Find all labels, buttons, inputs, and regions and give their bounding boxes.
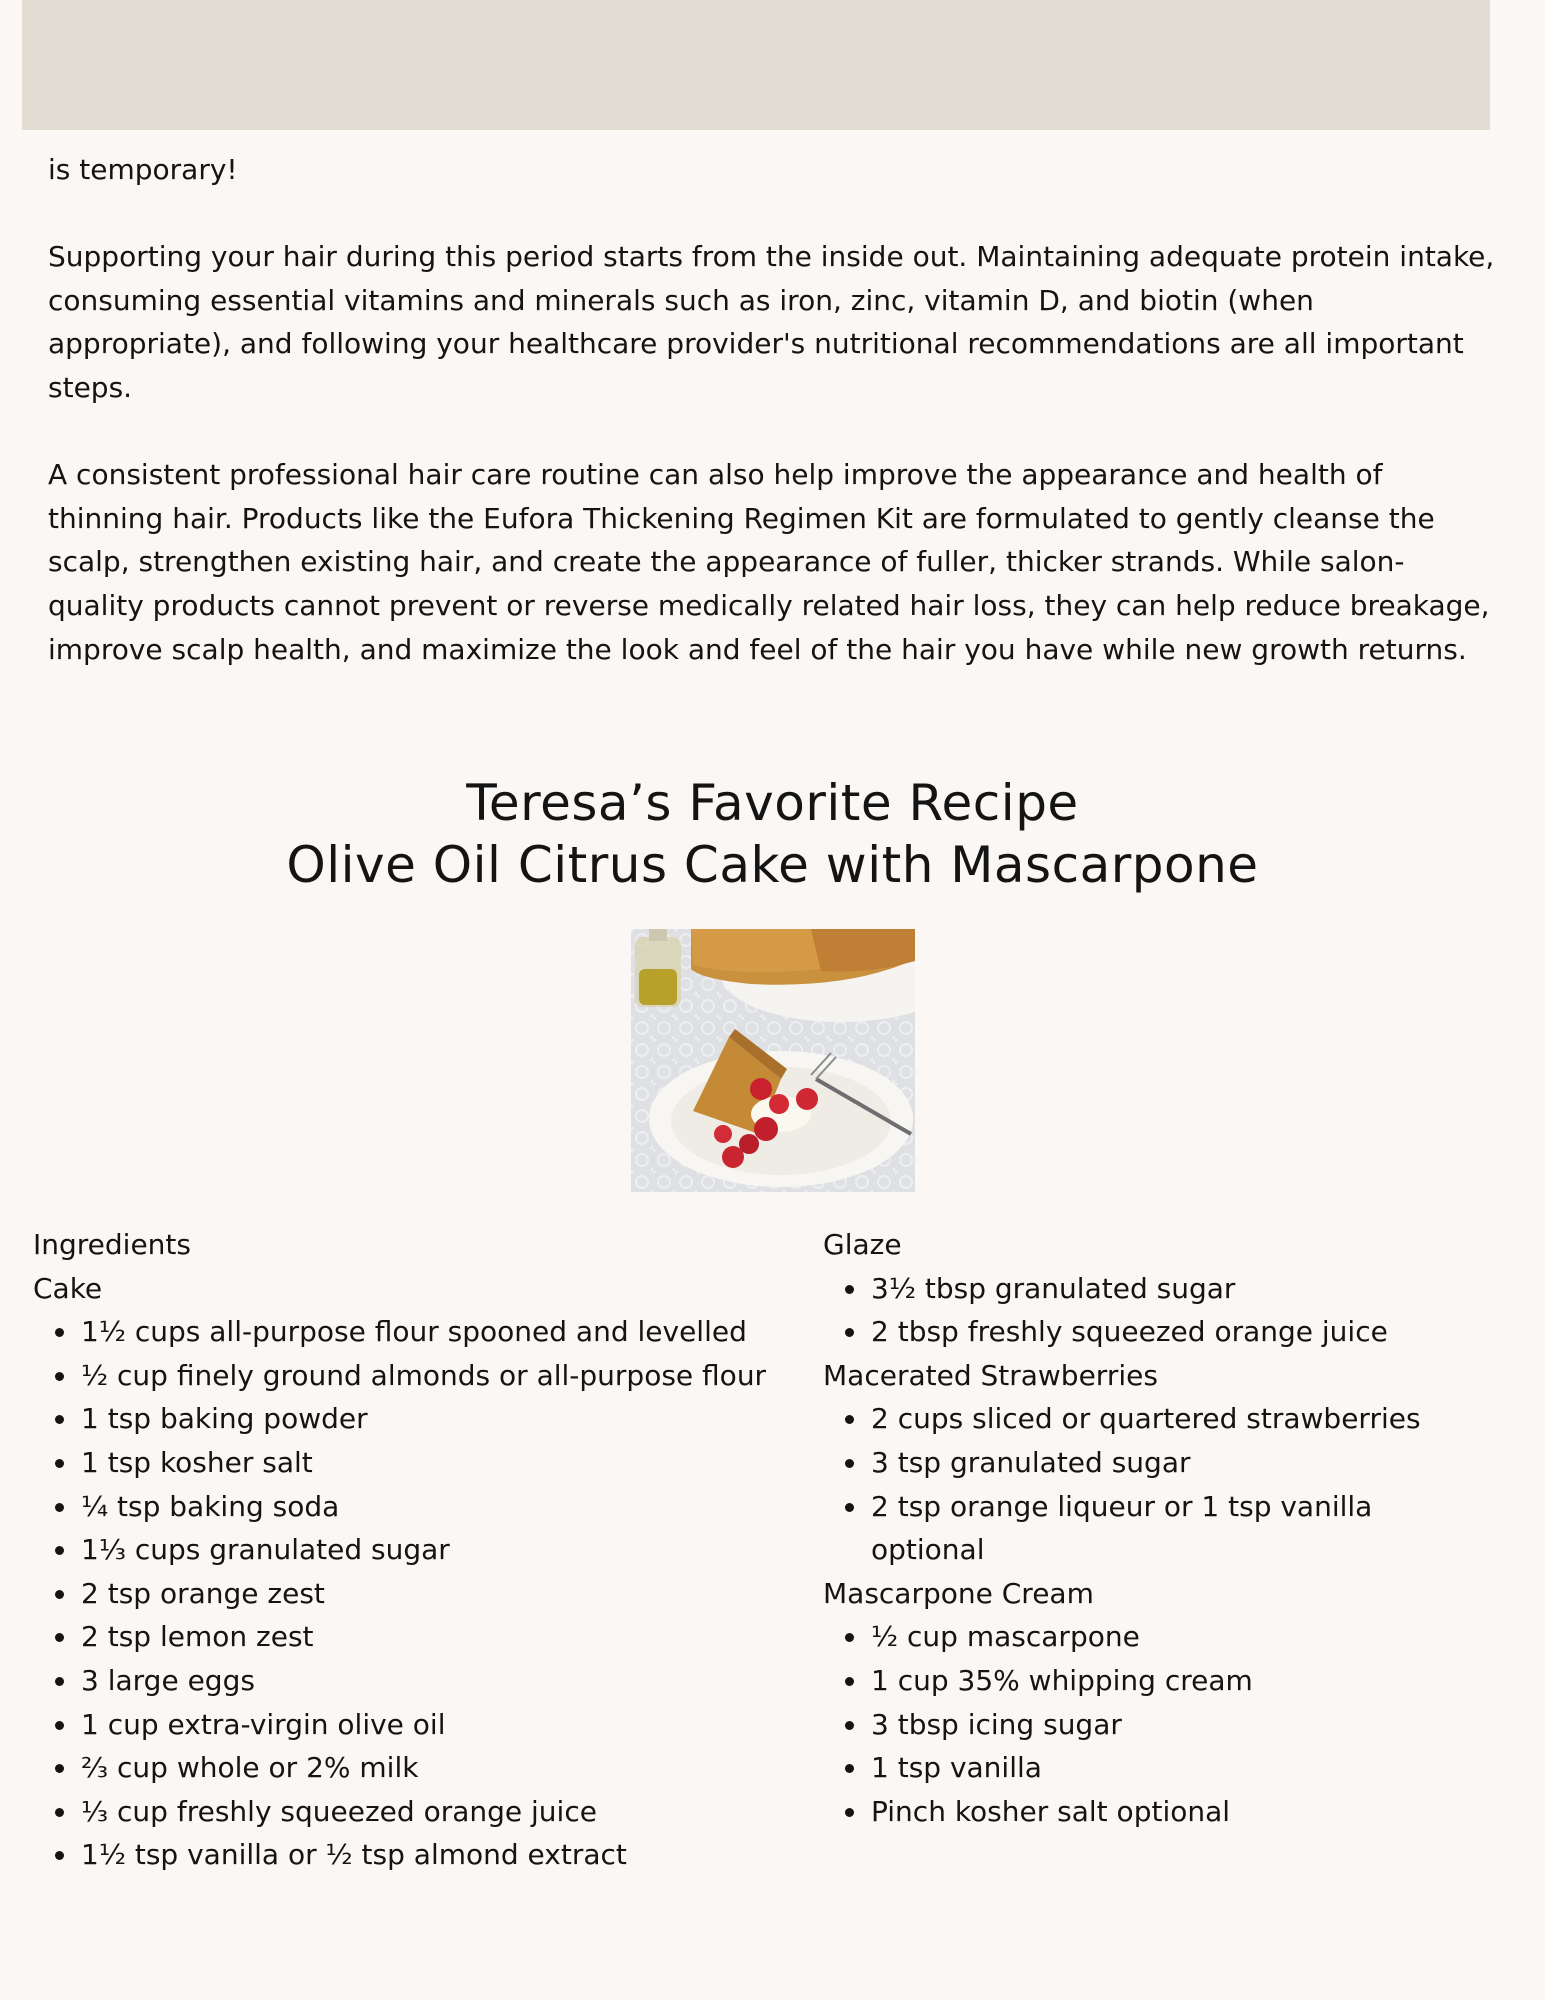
list-item: 3½ tbsp granulated sugar bbox=[871, 1267, 1523, 1311]
mascarpone-ingredient-list bbox=[823, 1615, 1523, 1833]
ingredients-column-left bbox=[33, 1223, 823, 1877]
list-item: ⅓ cup freshly squeezed orange juice bbox=[81, 1790, 823, 1834]
list-item: ½ cup finely ground almonds or all-purpose flour bbox=[81, 1354, 823, 1398]
cake-photo bbox=[631, 929, 915, 1192]
list-item: 2 tsp orange zest bbox=[81, 1572, 823, 1616]
paragraph: A consistent professional hair care routine can also help improve the appearance and health of thinning hair. Products like the Eufora Thickening Regimen Kit are formulated to gently cleanse the scalp, strengthen existing hair, and create the appearance of fuller, thicker strands. While salon-quality products cannot prevent or reverse medically related hair loss, they can help reduce breakage, improve scalp health, and maximize the look and feel of the hair you have while new growth returns. bbox=[48, 458, 1490, 666]
recipe-title-line-1: Teresa’s Favorite Recipe bbox=[466, 774, 1079, 832]
cake-ingredient-list bbox=[33, 1310, 823, 1877]
ingredients-column-right bbox=[823, 1223, 1523, 1833]
list-item: 1 tsp vanilla bbox=[871, 1746, 1523, 1790]
list-item: 2 tbsp freshly squeezed orange juice bbox=[871, 1310, 1523, 1354]
list-item: 1⅓ cups granulated sugar bbox=[81, 1528, 823, 1572]
glaze-heading: Glaze bbox=[823, 1228, 902, 1261]
list-item: 1 cup extra-virgin olive oil bbox=[81, 1703, 823, 1747]
mascarpone-heading: Mascarpone Cream bbox=[823, 1576, 1094, 1610]
list-item: 3 tsp granulated sugar bbox=[871, 1441, 1523, 1485]
strawberries-ingredient-list bbox=[823, 1397, 1523, 1571]
list-item: 2 tsp lemon zest bbox=[81, 1615, 823, 1659]
article-body bbox=[48, 148, 1498, 671]
list-item: 1 tsp baking powder bbox=[81, 1397, 823, 1441]
paragraph: Supporting your hair during this period starts from the inside out. Maintaining adequate protein intake, consuming essential vitamins and minerals such as iron, zinc, vitamin D, and biotin (when appropriate), and following your healthcare provider's nutritional recommendations are all important steps. bbox=[48, 240, 1495, 404]
list-item: 1 tsp kosher salt bbox=[81, 1441, 823, 1485]
recipe-title bbox=[0, 772, 1545, 896]
list-item: ½ cup mascarpone bbox=[871, 1615, 1523, 1659]
strawberries-heading: Macerated Strawberries bbox=[823, 1358, 1158, 1392]
list-item: 1 cup 35% whipping cream bbox=[871, 1659, 1523, 1703]
paragraph: is temporary! bbox=[48, 153, 238, 186]
list-item: 2 cups sliced or quartered strawberries bbox=[871, 1397, 1523, 1441]
ingredients-heading: Ingredients bbox=[33, 1228, 191, 1261]
recipe-title-line-2: Olive Oil Citrus Cake with Mascarpone bbox=[286, 836, 1259, 894]
list-item: 1½ tsp vanilla or ½ tsp almond extract bbox=[81, 1833, 823, 1877]
list-item: 3 tbsp icing sugar bbox=[871, 1703, 1523, 1747]
list-item: Pinch kosher salt optional bbox=[871, 1790, 1523, 1834]
cake-heading: Cake bbox=[33, 1271, 103, 1305]
list-item: ¼ tsp baking soda bbox=[81, 1485, 823, 1529]
glaze-ingredient-list bbox=[823, 1267, 1523, 1354]
list-item: 1½ cups all-purpose flour spooned and levelled bbox=[81, 1310, 823, 1354]
top-banner bbox=[22, 0, 1490, 130]
list-item: ⅔ cup whole or 2% milk bbox=[81, 1746, 823, 1790]
list-item: 2 tsp orange liqueur or 1 tsp vanilla optional bbox=[871, 1485, 1431, 1572]
list-item: 3 large eggs bbox=[81, 1659, 823, 1703]
